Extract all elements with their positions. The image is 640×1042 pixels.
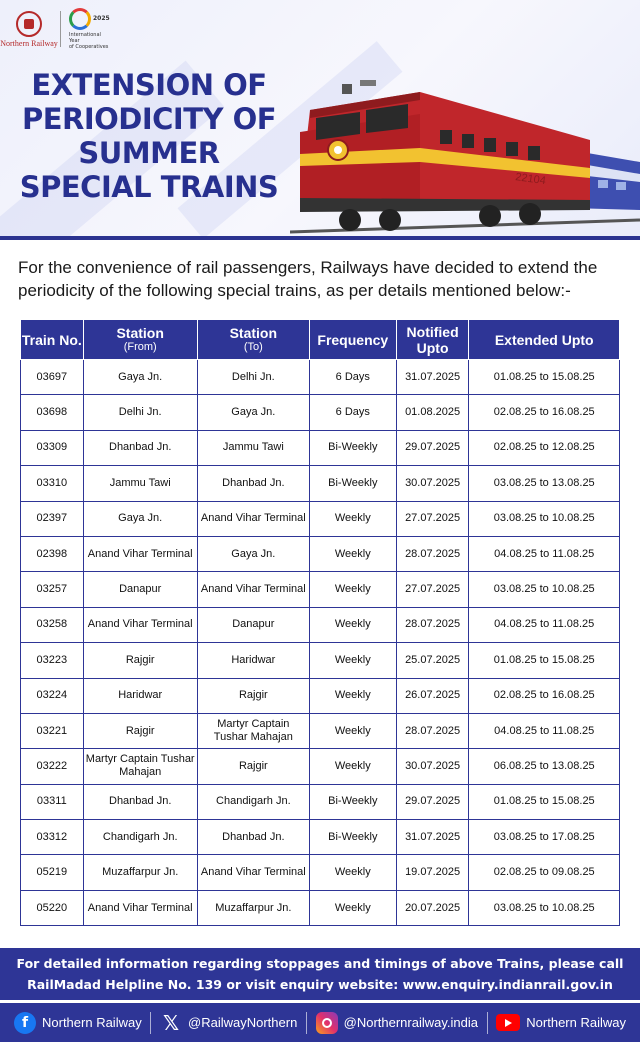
cell-train-no: 02397 [21, 501, 84, 536]
x-link[interactable] [160, 1012, 297, 1034]
cell-train-no: 03312 [21, 820, 84, 855]
helpline-line-1: For detailed information regarding stoppages and timings of above Trains, please call [16, 956, 624, 971]
cell-station-from: Anand Vihar Terminal [83, 536, 197, 571]
cell-station-from: Chandigarh Jn. [83, 820, 197, 855]
cell-station-to: Dhanbad Jn. [197, 820, 309, 855]
cell-frequency: Bi-Weekly [309, 820, 396, 855]
table-row [21, 749, 620, 784]
facebook-icon: f [14, 1012, 36, 1034]
cell-notified-upto: 31.07.2025 [396, 360, 469, 395]
cell-station-to: Gaya Jn. [197, 395, 309, 430]
cell-frequency: Bi-Weekly [309, 784, 396, 819]
cell-notified-upto: 26.07.2025 [396, 678, 469, 713]
coop-text-line2: of Cooperatives [69, 44, 109, 50]
social-divider [487, 1012, 488, 1034]
cell-station-from: Anand Vihar Terminal [83, 607, 197, 642]
table-row [21, 678, 620, 713]
table-row [21, 501, 620, 536]
cell-frequency: Weekly [309, 572, 396, 607]
cell-frequency: Bi-Weekly [309, 430, 396, 465]
table-row [21, 713, 620, 748]
cell-train-no: 03309 [21, 430, 84, 465]
header-frequency: Frequency [309, 320, 396, 360]
instagram-icon [316, 1012, 338, 1034]
coop-text-line1: International Year [69, 32, 101, 44]
header-divider [0, 236, 640, 240]
cooperatives-year-logo [69, 8, 113, 50]
cell-train-no: 03697 [21, 360, 84, 395]
title-line-4: SPECIAL TRAINS [19, 170, 279, 204]
cell-notified-upto: 27.07.2025 [396, 572, 469, 607]
social-divider [150, 1012, 151, 1034]
cell-station-from: Danapur [83, 572, 197, 607]
cell-extended-upto: 03.08.25 to 10.08.25 [469, 572, 620, 607]
cell-train-no: 05220 [21, 890, 84, 925]
youtube-link[interactable] [496, 1014, 626, 1031]
cell-station-from: Rajgir [83, 643, 197, 678]
instagram-handle: @Northernrailway.india [343, 1015, 478, 1030]
cell-station-from: Dhanbad Jn. [83, 784, 197, 819]
cell-notified-upto: 30.07.2025 [396, 466, 469, 501]
cell-train-no: 03222 [21, 749, 84, 784]
table-row [21, 430, 620, 465]
table-row [21, 820, 620, 855]
cell-station-to: Jammu Tawi [197, 430, 309, 465]
table-header-row [21, 320, 620, 360]
cooperatives-ring-icon [69, 8, 91, 30]
cell-station-to: Gaya Jn. [197, 536, 309, 571]
cell-frequency: Weekly [309, 501, 396, 536]
title-line-1: EXTENSION OF [31, 68, 267, 102]
cell-frequency: Weekly [309, 749, 396, 784]
cell-station-to: Danapur [197, 607, 309, 642]
cell-station-to: Anand Vihar Terminal [197, 501, 309, 536]
youtube-icon [496, 1014, 520, 1031]
cell-frequency: Weekly [309, 643, 396, 678]
cell-notified-upto: 19.07.2025 [396, 855, 469, 890]
cell-train-no: 03224 [21, 678, 84, 713]
trains-table [20, 319, 620, 926]
table-row [21, 607, 620, 642]
cell-extended-upto: 02.08.25 to 16.08.25 [469, 678, 620, 713]
table-row [21, 855, 620, 890]
intro-text: For the convenience of rail passengers, Railways have decided to extend the periodicity of the following special trains, as per details mentioned below:- [18, 258, 598, 300]
cell-notified-upto: 31.07.2025 [396, 820, 469, 855]
header-train-no: Train No. [21, 320, 84, 360]
cell-extended-upto: 01.08.25 to 15.08.25 [469, 643, 620, 678]
coop-text [69, 32, 113, 50]
cell-extended-upto: 03.08.25 to 17.08.25 [469, 820, 620, 855]
cell-train-no: 03223 [21, 643, 84, 678]
cell-station-to: Delhi Jn. [197, 360, 309, 395]
cell-train-no: 05219 [21, 855, 84, 890]
table-row [21, 890, 620, 925]
cell-frequency: Weekly [309, 678, 396, 713]
cell-notified-upto: 25.07.2025 [396, 643, 469, 678]
header-banner [0, 0, 640, 240]
cell-extended-upto: 03.08.25 to 10.08.25 [469, 501, 620, 536]
cell-extended-upto: 04.08.25 to 11.08.25 [469, 607, 620, 642]
title-line-2: PERIODICITY OF [21, 102, 277, 136]
social-bar [0, 1003, 640, 1042]
cell-notified-upto: 20.07.2025 [396, 890, 469, 925]
cell-frequency: Bi-Weekly [309, 466, 396, 501]
cell-train-no: 03258 [21, 607, 84, 642]
cell-station-from: Jammu Tawi [83, 466, 197, 501]
cell-extended-upto: 06.08.25 to 13.08.25 [469, 749, 620, 784]
cell-notified-upto: 28.07.2025 [396, 536, 469, 571]
cell-train-no: 03310 [21, 466, 84, 501]
cell-train-no: 03698 [21, 395, 84, 430]
social-divider [306, 1012, 307, 1034]
cell-notified-upto: 30.07.2025 [396, 749, 469, 784]
header-station-from: Station (From) [83, 320, 197, 360]
cell-frequency: Weekly [309, 536, 396, 571]
table-row [21, 395, 620, 430]
cell-frequency: Weekly [309, 713, 396, 748]
loco-number-plate: 22104 [514, 171, 547, 188]
cell-train-no: 03311 [21, 784, 84, 819]
cell-station-from: Muzaffarpur Jn. [83, 855, 197, 890]
table-row [21, 466, 620, 501]
helpline-line-2: RailMadad Helpline No. 139 or visit enquiry website: www.enquiry.indianrail.gov.in [27, 977, 613, 992]
table-row [21, 784, 620, 819]
cell-station-from: Delhi Jn. [83, 395, 197, 430]
northern-railway-logo [0, 11, 58, 48]
cell-station-to: Martyr Captain Tushar Mahajan [197, 713, 309, 748]
cell-notified-upto: 29.07.2025 [396, 430, 469, 465]
cell-extended-upto: 02.08.25 to 09.08.25 [469, 855, 620, 890]
table-row [21, 360, 620, 395]
x-icon: 𝕏 [162, 1010, 180, 1035]
cell-station-from: Gaya Jn. [83, 360, 197, 395]
cell-notified-upto: 28.07.2025 [396, 713, 469, 748]
cell-frequency: Weekly [309, 607, 396, 642]
cell-extended-upto: 04.08.25 to 11.08.25 [469, 713, 620, 748]
cell-frequency: 6 Days [309, 395, 396, 430]
cell-station-to: Anand Vihar Terminal [197, 572, 309, 607]
cell-notified-upto: 01.08.2025 [396, 395, 469, 430]
cell-notified-upto: 28.07.2025 [396, 607, 469, 642]
x-handle: @RailwayNorthern [188, 1015, 298, 1030]
cell-station-to: Rajgir [197, 678, 309, 713]
logo-group [0, 8, 113, 50]
coop-year: 2025 [93, 15, 110, 22]
cell-station-to: Anand Vihar Terminal [197, 855, 309, 890]
header-station-to: Station (To) [197, 320, 309, 360]
cell-extended-upto: 04.08.25 to 11.08.25 [469, 536, 620, 571]
cell-station-from: Haridwar [83, 678, 197, 713]
cell-frequency: 6 Days [309, 360, 396, 395]
cell-station-from: Rajgir [83, 713, 197, 748]
facebook-link[interactable] [14, 1012, 142, 1034]
cell-extended-upto: 02.08.25 to 16.08.25 [469, 395, 620, 430]
cell-notified-upto: 29.07.2025 [396, 784, 469, 819]
page-title [14, 68, 284, 204]
instagram-link[interactable] [316, 1012, 478, 1034]
cell-frequency: Weekly [309, 890, 396, 925]
cell-station-from: Gaya Jn. [83, 501, 197, 536]
indian-railways-emblem-icon [16, 11, 42, 37]
cell-station-to: Rajgir [197, 749, 309, 784]
cell-station-to: Muzaffarpur Jn. [197, 890, 309, 925]
cell-frequency: Weekly [309, 855, 396, 890]
railway-name: Northern Railway [0, 38, 58, 48]
cell-station-to: Dhanbad Jn. [197, 466, 309, 501]
locomotive-illustration [290, 70, 640, 240]
youtube-handle: Northern Railway [526, 1015, 626, 1030]
cell-station-from: Dhanbad Jn. [83, 430, 197, 465]
cell-station-to: Haridwar [197, 643, 309, 678]
cell-extended-upto: 03.08.25 to 10.08.25 [469, 890, 620, 925]
header-extended-upto: Extended Upto [469, 320, 620, 360]
cell-extended-upto: 02.08.25 to 12.08.25 [469, 430, 620, 465]
facebook-handle: Northern Railway [42, 1015, 142, 1030]
cell-train-no: 03221 [21, 713, 84, 748]
cell-station-from: Martyr Captain Tushar Mahajan [83, 749, 197, 784]
cell-extended-upto: 03.08.25 to 13.08.25 [469, 466, 620, 501]
title-line-3: SUMMER [78, 136, 220, 170]
cell-train-no: 02398 [21, 536, 84, 571]
helpline-banner [0, 948, 640, 1000]
table-row [21, 572, 620, 607]
table-row [21, 643, 620, 678]
cell-station-to: Chandigarh Jn. [197, 784, 309, 819]
cell-extended-upto: 01.08.25 to 15.08.25 [469, 784, 620, 819]
header-notified-upto: Notified Upto [396, 320, 469, 360]
table-row [21, 536, 620, 571]
cell-station-from: Anand Vihar Terminal [83, 890, 197, 925]
cell-train-no: 03257 [21, 572, 84, 607]
logo-divider [60, 11, 61, 47]
cell-extended-upto: 01.08.25 to 15.08.25 [469, 360, 620, 395]
cell-notified-upto: 27.07.2025 [396, 501, 469, 536]
